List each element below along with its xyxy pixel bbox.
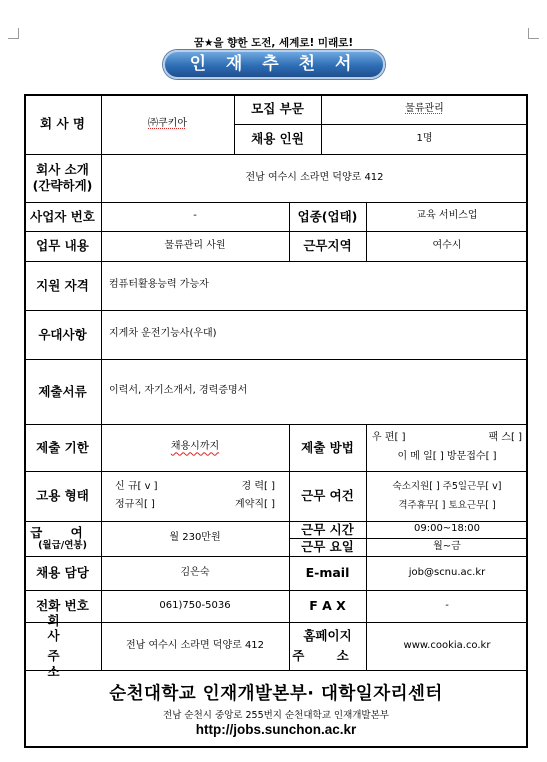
work-area-value: 여수시: [432, 239, 462, 251]
footer-address: 전남 순천시 중앙로 255번지 순천대학교 인재개발본부: [163, 710, 389, 721]
deadline-value: 채용시까지: [170, 441, 220, 453]
salary-value: 월 230만원: [169, 532, 221, 544]
submit-method-value: 우 편[ ] 팩 스[ ] 이 메 일[ ] 방문접수[ ]: [372, 432, 522, 462]
business-number-label: 사업자 번호: [30, 208, 95, 224]
email-label: E-mail: [305, 565, 350, 581]
footer-organization: 순천대학교 인재개발본부· 대학일자리센터: [109, 684, 443, 704]
preference-label: 우대사항: [38, 326, 87, 342]
documents-label: 제출서류: [38, 383, 87, 399]
phone-value: 061)750-5036: [159, 599, 231, 611]
address-value: 전남 여수시 소라면 덕양로 412: [125, 639, 265, 651]
phone-label: 전화 번호: [36, 598, 89, 614]
fax-label: F A X: [309, 598, 346, 614]
fax-value: -: [445, 599, 449, 611]
recruit-count-label: 채용 인원: [251, 131, 304, 147]
work-area-label: 근무지역: [303, 238, 352, 254]
employment-type-value: 신 규[ v ] 경 력[ ] 정규직[ ] 계약직[ ]: [115, 480, 275, 510]
company-name-label: 회 사 명: [40, 116, 85, 132]
work-time-label: 근무 시간: [301, 521, 354, 537]
recruit-dept-value: 물류관리: [405, 102, 444, 114]
documents-value: 이력서, 자기소개서, 경력증명서: [109, 385, 248, 397]
work-days-label: 근무 요일: [301, 539, 354, 555]
preference-value: 지게차 운전기능사(우대): [109, 328, 217, 340]
qualification-label: 지원 자격: [36, 277, 89, 293]
salary-label: 급 여 (월급/연봉): [30, 524, 95, 552]
submit-method-label: 제출 방법: [301, 439, 354, 455]
deadline-label: 제출 기한: [36, 439, 89, 455]
duty-value: 물류관리 사원: [164, 239, 226, 251]
work-time-value: 09:00~18:00: [413, 523, 480, 535]
address-label: 회 사 주 소: [47, 612, 78, 679]
work-conditions-value: 숙소지원[ ] 주5일근무[ v] 격주휴무[ ] 토요근무[ ]: [392, 480, 502, 511]
company-intro-value: 전남 여수시 소라면 덕양로 412: [245, 171, 384, 183]
footer-url-link[interactable]: http://jobs.sunchon.ac.kr: [195, 722, 357, 737]
company-name-value: ㈜쿠키아: [148, 117, 187, 129]
industry-label: 업종(업태): [297, 208, 358, 224]
work-days-value: 월~금: [433, 540, 461, 552]
document-title: 인 재 추 천 서: [163, 50, 385, 79]
duty-label: 업무 내용: [36, 238, 89, 254]
industry-value: 교육 서비스업: [416, 210, 478, 222]
company-intro-label: 회사 소개 (간략하게): [32, 162, 93, 193]
recruit-dept-label: 모집 부문: [251, 101, 304, 117]
work-conditions-label: 근무 여건: [301, 488, 354, 504]
email-value[interactable]: job@scnu.ac.kr: [408, 566, 486, 578]
contact-value: 김은숙: [180, 566, 210, 578]
contact-label: 채용 담당: [36, 565, 89, 581]
homepage-value[interactable]: www.cookia.co.kr: [403, 639, 491, 651]
qualification-value: 컴퓨터활용능력 가능자: [109, 279, 209, 291]
slogan: 꿈★을 향한 도전, 세계로! 미래로!: [193, 37, 354, 49]
business-number-value: -: [193, 210, 197, 222]
employment-type-label: 고용 형태: [36, 488, 89, 504]
homepage-label: 홈페이지 주 소: [292, 628, 363, 663]
recruit-count-value: 1명: [416, 132, 433, 144]
